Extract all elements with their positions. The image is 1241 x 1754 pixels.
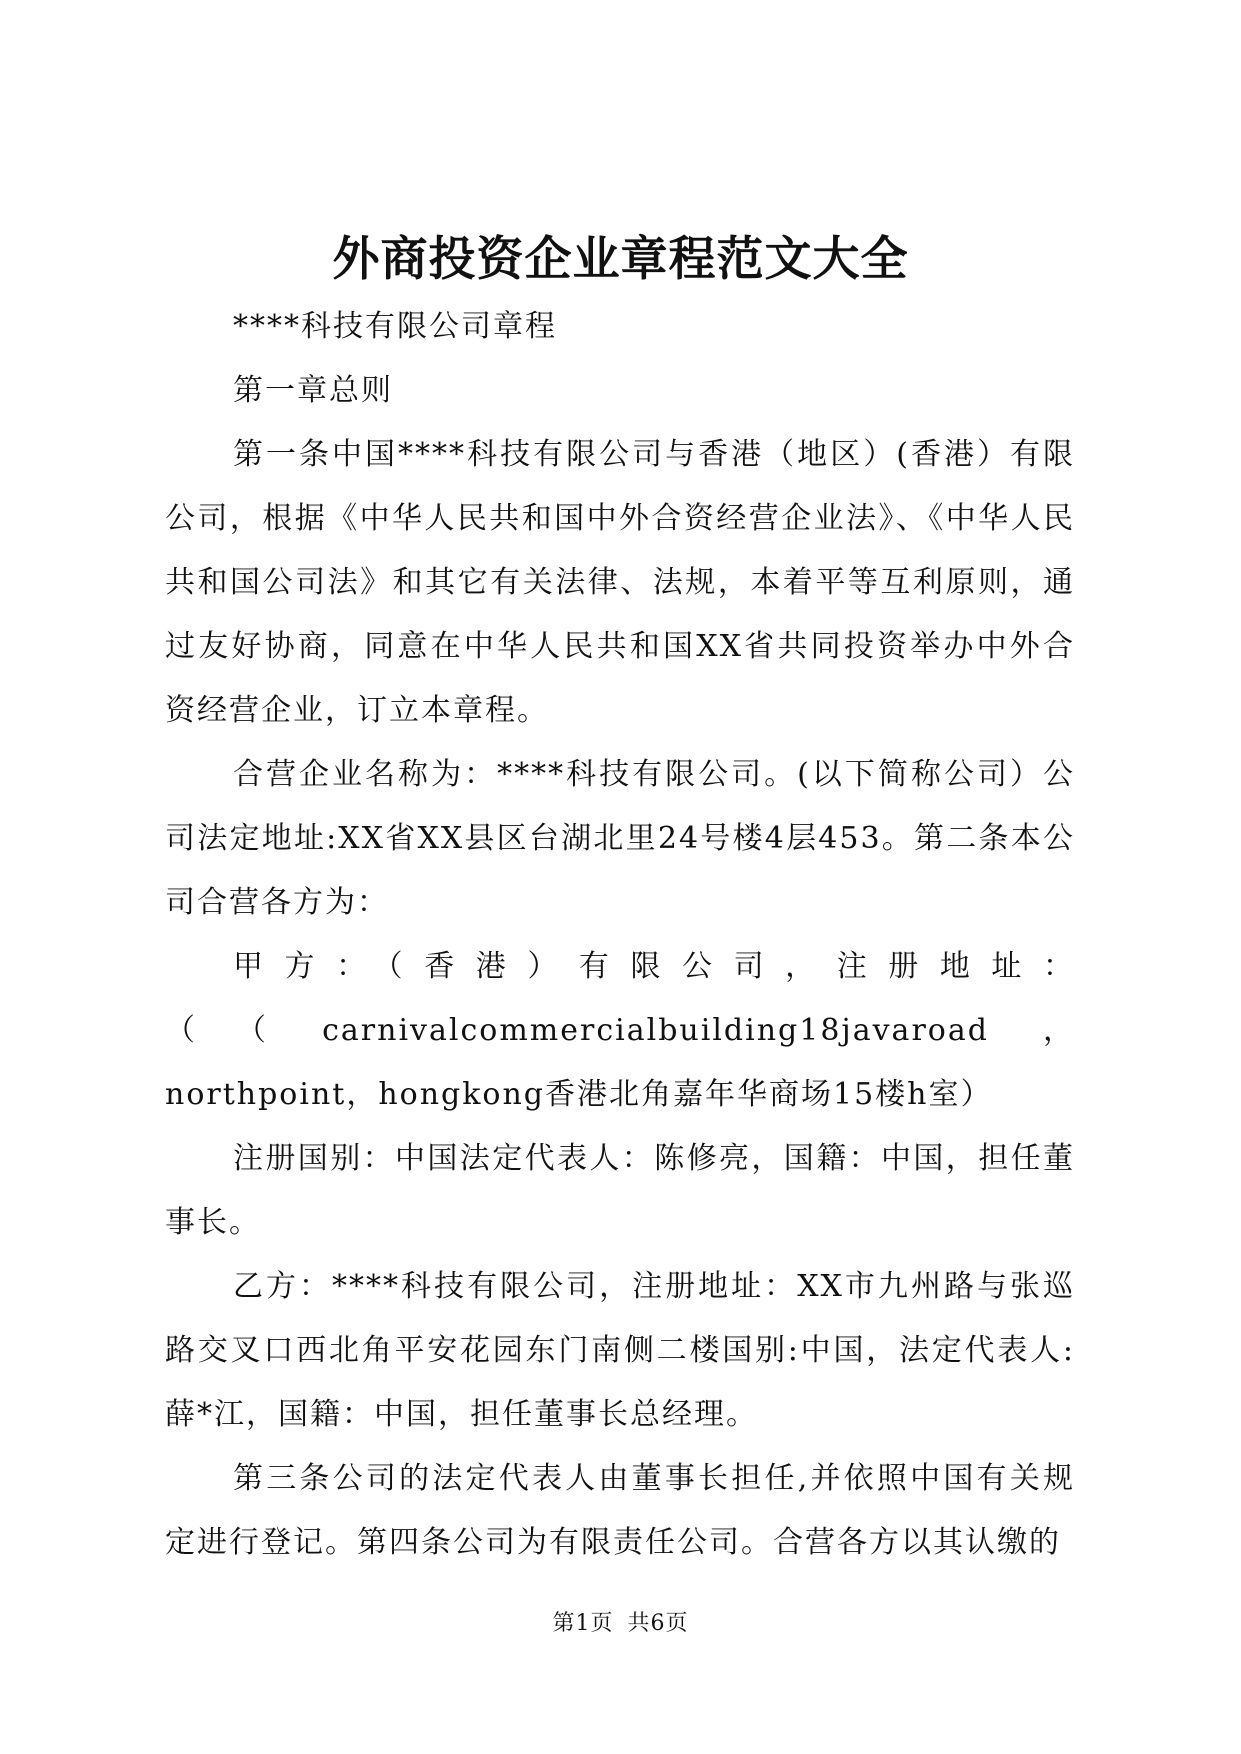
document-title: 外商投资企业章程范文大全 <box>332 232 909 287</box>
chapter-heading: 第一章总则 <box>233 373 393 408</box>
page-number: 第1页 <box>552 1611 614 1636</box>
party-a-paragraph: 甲方：（香港）有限公司，注册地址：（（carnivalcommercialbuilding18javaroad，northpoint，hongkong香港北角嘉年华商场15楼h室） <box>165 949 1075 1112</box>
company-charter-heading: ****科技有限公司章程 <box>233 309 557 344</box>
article-1-paragraph: 第一条中国****科技有限公司与香港（地区）(香港）有限公司，根据《中华人民共和国中外合资经营企业法》、《中华人民共和国公司法》和其它有关法律、法规，本着平等互利原则，通过友好协商，同意在中华人民共和国XX省共同投资举办中外合资经营企业，订立本章程。 <box>165 437 1075 728</box>
article-3-paragraph: 第三条公司的法定代表人由董事长担任,并依照中国有关规定进行登记。第四条公司为有限责任公司。合营各方以其认缴的 <box>165 1461 1075 1560</box>
document-body <box>165 295 1075 1575</box>
page-total: 共6页 <box>627 1611 689 1636</box>
page-footer <box>0 1606 1241 1637</box>
company-name-paragraph: 合营企业名称为：****科技有限公司。(以下简称公司）公司法定地址:XX省XX县区台湖北里24号楼4层453。第二条本公司合营各方为： <box>165 757 1075 920</box>
party-b-paragraph: 乙方：****科技有限公司，注册地址：XX市九州路与张巡路交叉口西北角平安花园东门南侧二楼国别:中国，法定代表人:薛*江，国籍：中国，担任董事长总经理。 <box>165 1269 1075 1432</box>
registration-country-paragraph: 注册国别：中国法定代表人：陈修亮，国籍：中国，担任董事长。 <box>165 1141 1075 1240</box>
